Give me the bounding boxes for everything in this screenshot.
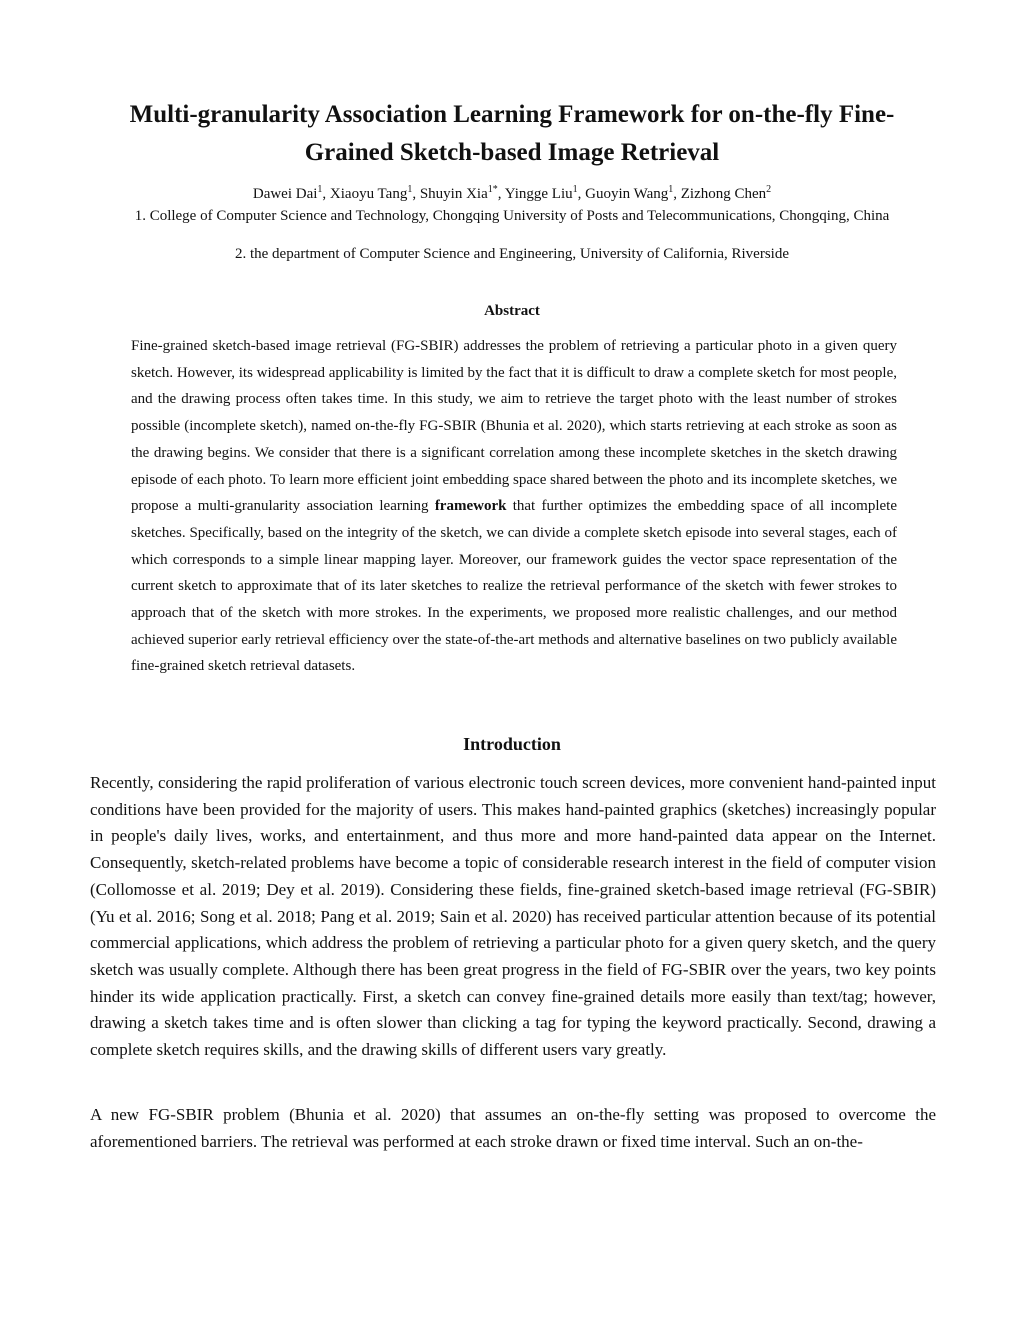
author-name: Guoyin Wang bbox=[585, 186, 669, 202]
abstract-heading: Abstract bbox=[484, 303, 540, 319]
author-affiliation-mark: 1 bbox=[317, 184, 323, 195]
author-list bbox=[90, 184, 934, 204]
author-name: Dawei Dai bbox=[252, 186, 318, 202]
author-name: Shuyin Xia bbox=[419, 186, 488, 202]
author-affiliation-mark: 2 bbox=[766, 184, 772, 195]
author-affiliation-mark: 1 bbox=[572, 184, 578, 195]
introduction-paragraph-1: Recently, considering the rapid proliferation of various electronic touch screen devices, more convenient hand-painted input conditions have been provided for the majority of users. This makes hand-painted graphics (sketches) increasingly popular in people's daily lives, works, and entertainment, and thus more and more hand-painted data appear on the Internet. Consequently, sketch-related problems have become a topic of considerable research interest in the field of computer vision (Collomosse et al. 2019; Dey et al. 2019). Considering these fields, fine-grained sketch-based image retrieval (FG-SBIR) (Yu et al. 2016; Song et al. 2018; Pang et al. 2019; Sain et al. 2020) has received particular attention because of its potential commercial applications, which address the problem of retrieving a particular photo for a given query sketch, and the query sketch was usually complete. Although there has been great progress in the field of FG-SBIR over the years, two key points hinder its wide application practically. First, a sketch can convey fine-grained details more easily than text/tag; however, drawing a sketch takes time and is often slower than clicking a tag for typing the keyword practically. Second, drawing a complete sketch requires skills, and the drawing skills of different users vary greatly. bbox=[90, 773, 936, 1060]
author-separator: , bbox=[412, 186, 420, 202]
author-separator: , bbox=[577, 186, 586, 202]
author-affiliation-mark: 1 bbox=[668, 184, 674, 195]
paper-title: Multi-granularity Association Learning Framework for on-the-fly Fine-Grained Sketch-based Image Retrieval bbox=[129, 101, 895, 166]
introduction-paragraph-2: A new FG-SBIR problem (Bhunia et al. 2020) that assumes an on-the-fly setting was proposed to overcome the aforementioned barriers. The retrieval was performed at each stroke drawn or fixed time interval. Such an on-the- bbox=[90, 1105, 936, 1151]
affiliation-2: 2. the department of Computer Science and Engineering, University of California, Riverside bbox=[234, 246, 789, 262]
affiliation-1: 1. College of Computer Science and Technology, Chongqing University of Posts and Telecommunications, Chongqing, China bbox=[134, 208, 890, 224]
author-name: Zizhong Chen bbox=[680, 186, 767, 202]
abstract-bold-term: framework bbox=[434, 498, 507, 515]
author-separator: , bbox=[673, 186, 681, 202]
introduction-heading: Introduction bbox=[463, 734, 561, 754]
abstract-text-part-1: Fine-grained sketch-based image retrieval (FG-SBIR) addresses the problem of retrieving a particular photo in a given query sketch. However, its widespread applicability is limited by the fact that it is difficult to draw a complete sketch for most people, and the drawing process often takes time. In this study, we aim to retrieve the target photo with the least number of strokes possible (incomplete sketch), named on-the-fly FG-SBIR (Bhunia et al. 2020), which starts retrieving at each stroke as soon as the drawing begins. We consider that there is a significant correlation among these incomplete sketches in the sketch drawing episode of each photo. To learn more efficient joint embedding space shared between the photo and its incomplete sketches, we propose a multi-granularity association learning bbox=[131, 338, 897, 515]
author-name: Yingge Liu bbox=[504, 186, 573, 202]
abstract-text bbox=[131, 333, 897, 680]
author-affiliation-mark: 1* bbox=[487, 184, 498, 195]
author-separator: , bbox=[497, 186, 505, 202]
abstract-text-part-2: that further optimizes the embedding space of all incomplete sketches. Specifically, based on the integrity of the sketch, we can divide a complete sketch episode into several stages, each of which corresponds to a simple linear mapping layer. Moreover, our framework guides the vector space representation of the current sketch to approximate that of its later sketches to realize the retrieval performance of the sketch with fewer strokes to approach that of the sketch with more strokes. In the experiments, we proposed more realistic challenges, and our method achieved superior early retrieval efficiency over the state-of-the-art methods and alternative baselines on two publicly available fine-grained sketch retrieval datasets. bbox=[131, 498, 897, 675]
author-name: Xiaoyu Tang bbox=[329, 186, 408, 202]
author-separator: , bbox=[322, 186, 330, 202]
author-affiliation-mark: 1 bbox=[407, 184, 413, 195]
